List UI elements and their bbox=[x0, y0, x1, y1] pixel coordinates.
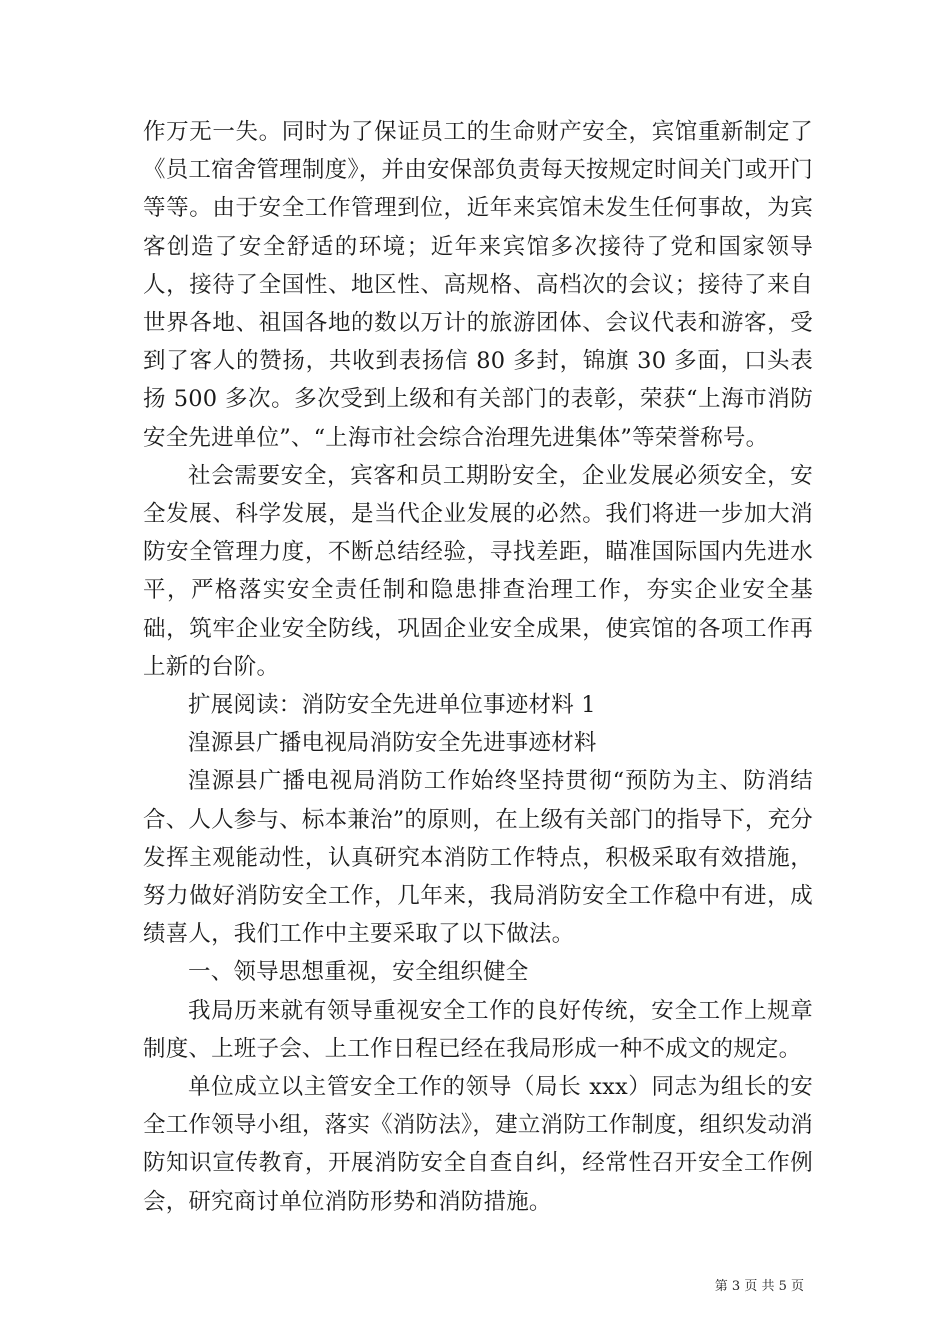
document-subtitle: 湟源县广播电视局消防安全先进事迹材料 bbox=[188, 730, 597, 757]
paragraph-intro: 湟源县广播电视局消防工作始终坚持贯彻“预防为主、防消结合、人人参与、标本兼治”的原则，在上级有关部门的指导下，充分发挥主观能动性，认真研究本消防工作特点，积极采取有效措施，努力做好消防安全工作，几年来，我局消防安全工作稳中有进，成绩喜人，我们工作中主要采取了以下做法。 bbox=[143, 768, 814, 948]
paragraph-leadership-group: 单位成立以主管安全工作的领导（局长 xxx）同志为组长的安全工作领导小组，落实《消防法》，建立消防工作制度，组织发动消防知识宣传教育，开展消防安全自查自纠，经常性召开安全工作例会，研究商讨单位消防形势和消防措施。 bbox=[143, 1074, 813, 1215]
paragraph-conclusion: 社会需要安全，宾客和员工期盼安全，企业发展必须安全，安全发展、科学发展，是当代企业发展的必然。我们将进一步加大消防安全管理力度，不断总结经验，寻找差距，瞄准国际国内先进水平，严格落实安全责任制和隐患排查治理工作，夯实企业安全基础，筑牢企业安全防线，巩固企业安全成果，使宾馆的各项工作再上新的台阶。 bbox=[143, 462, 813, 680]
page-number-footer: 第 3 页 共 5 页 bbox=[714, 1279, 804, 1294]
paragraph-continuation: 作万无一失。同时为了保证员工的生命财产安全，宾馆重新制定了《员工宿舍管理制度》，并由安保部负责每天按规定时间关门或开门等等。由于安全工作管理到位，近年来宾馆未发生任何事故，为宾客创造了安全舒适的环境；近年来宾馆多次接待了党和国家领导人，接待了全国性、地区性、高规格、高档次的会议；接待了来自世界各地、祖国各地的数以万计的旅游团体、会议代表和游客，受到了客人的赞扬，共收到表扬信 80 多封，锦旗 30 多面，口头表扬 500 多次。多次受到上级和有关部门的表彰，荣获“上海市消防安全先进单位”、“上海市社会综合治理先进集体”等荣誉称号。 bbox=[143, 119, 813, 451]
extended-reading-label: 扩展阅读：消防安全先进单位事迹材料 1 bbox=[188, 692, 596, 719]
paragraph-tradition: 我局历来就有领导重视安全工作的良好传统，安全工作上规章制度、上班子会、上工作日程已经在我局形成一种不成文的规定。 bbox=[143, 997, 813, 1062]
document-body bbox=[143, 113, 813, 1221]
section-heading-1: 一、领导思想重视，安全组织健全 bbox=[188, 959, 529, 986]
